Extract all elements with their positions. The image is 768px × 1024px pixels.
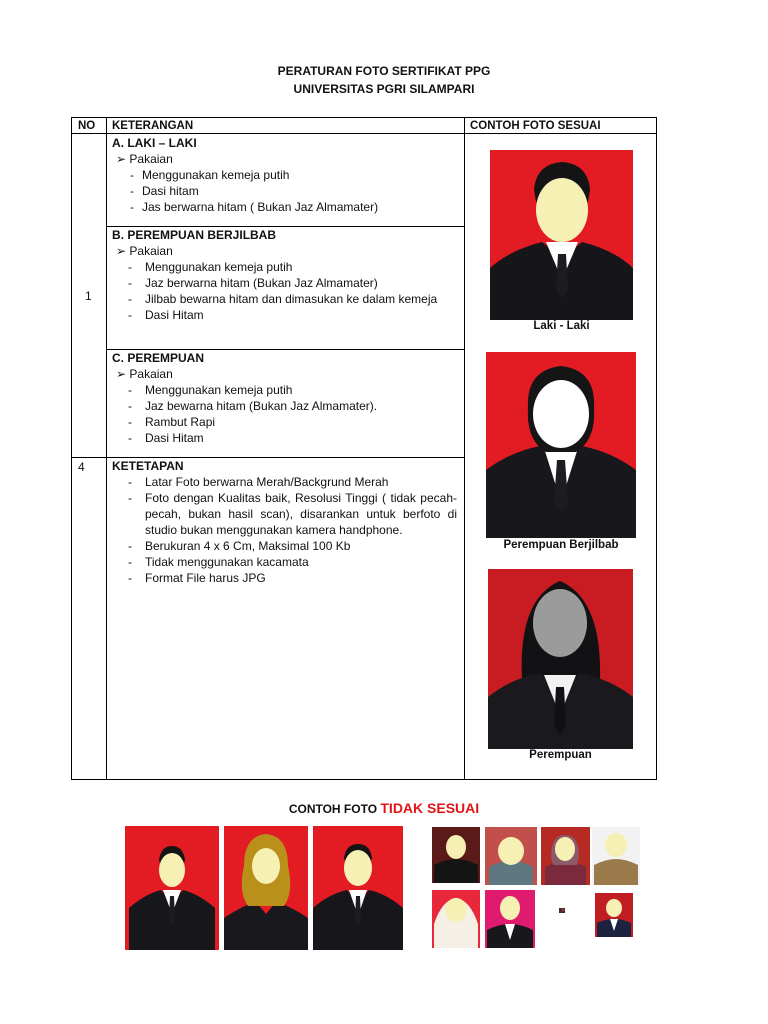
- caption-perempuan: Perempuan: [529, 749, 592, 761]
- row-number: 1: [85, 289, 92, 303]
- incorrect-photo: [224, 826, 308, 950]
- list-item: - Menggunakan kemeja putih: [128, 383, 293, 397]
- list-item: - Format File harus JPG: [128, 571, 266, 585]
- incorrect-highlight: TIDAK SESUAI: [380, 800, 480, 816]
- subheading-pakaian: ➢ Pakaian: [116, 152, 173, 166]
- section-perempuan: [112, 350, 457, 446]
- section-title: C. PEREMPUAN: [112, 351, 205, 365]
- incorrect-photo: [485, 827, 537, 885]
- incorrect-photo: [485, 890, 535, 948]
- incorrect-photo: [541, 827, 590, 885]
- section-laki-laki: [112, 135, 457, 215]
- list-item: - Tidak menggunakan kacamata: [128, 555, 309, 569]
- section-title: A. LAKI – LAKI: [112, 136, 197, 150]
- list-item: - Dasi Hitam: [128, 431, 204, 445]
- incorrect-photo: [541, 890, 589, 948]
- list-item: - Jaz bewarna hitam (Bukan Jaz Almamater).: [128, 399, 378, 413]
- list-item: - Latar Foto berwarna Merah/Backgrund Merah: [128, 475, 389, 489]
- list-item: - Berukuran 4 x 6 Cm, Maksimal 100 Kb: [128, 539, 351, 553]
- photo-laki-laki: [490, 150, 633, 320]
- incorrect-photo: [432, 890, 480, 948]
- caption-laki-laki: Laki - Laki: [533, 320, 590, 332]
- incorrect-photo: [125, 826, 219, 950]
- list-item: - Rambut Rapi: [128, 415, 216, 429]
- section-title: KETETAPAN: [112, 459, 184, 473]
- list-item: - Jilbab bewarna hitam dan dimasukan ke dalam kemeja: [128, 292, 438, 306]
- list-item: - Foto dengan Kualitas baik, Resolusi Tinggi ( tidak pecah-pecah, bukan hasil scan), disarankan untuk berfoto di studio bukan menggunakan kamera handphone.: [128, 491, 457, 537]
- list-item: - Menggunakan kemeja putih: [128, 260, 293, 274]
- incorrect-photo: [592, 827, 640, 885]
- row-number: 4: [78, 460, 85, 474]
- subheading-pakaian: ➢ Pakaian: [116, 244, 173, 258]
- photo-perempuan-berjilbab: [486, 352, 636, 538]
- incorrect-photo: [432, 827, 480, 883]
- list-item: - Jaz berwarna hitam (Bukan Jaz Almamater): [128, 276, 378, 290]
- document-title: PERATURAN FOTO SERTIFIKAT PPG: [277, 64, 491, 78]
- arrow-bullet-icon: ➢: [116, 152, 127, 166]
- section-title: B. PEREMPUAN BERJILBAB: [112, 228, 277, 242]
- header-contoh-foto: CONTOH FOTO SESUAI: [470, 120, 601, 132]
- section-ketetapan: [112, 458, 457, 586]
- list-item: - Dasi Hitam: [128, 308, 204, 322]
- arrow-bullet-icon: ➢: [116, 367, 127, 381]
- photo-perempuan: [488, 569, 633, 749]
- list-item: - Jas berwarna hitam ( Bukan Jaz Almamater): [130, 200, 379, 214]
- subheading-pakaian: ➢ Pakaian: [116, 367, 173, 381]
- section-perempuan-berjilbab: [112, 227, 457, 323]
- arrow-bullet-icon: ➢: [116, 244, 127, 258]
- incorrect-examples-title: CONTOH FOTO TIDAK SESUAI: [288, 800, 480, 816]
- caption-perempuan-berjilbab: Perempuan Berjilbab: [503, 539, 619, 551]
- document-subtitle: UNIVERSITAS PGRI SILAMPARI: [293, 82, 475, 96]
- list-item: - Menggunakan kemeja putih: [130, 168, 290, 182]
- list-item: - Dasi hitam: [130, 184, 199, 198]
- incorrect-photo: [595, 893, 633, 937]
- header-no: NO: [78, 120, 96, 132]
- header-keterangan: KETERANGAN: [112, 120, 194, 132]
- incorrect-photo: [313, 826, 403, 950]
